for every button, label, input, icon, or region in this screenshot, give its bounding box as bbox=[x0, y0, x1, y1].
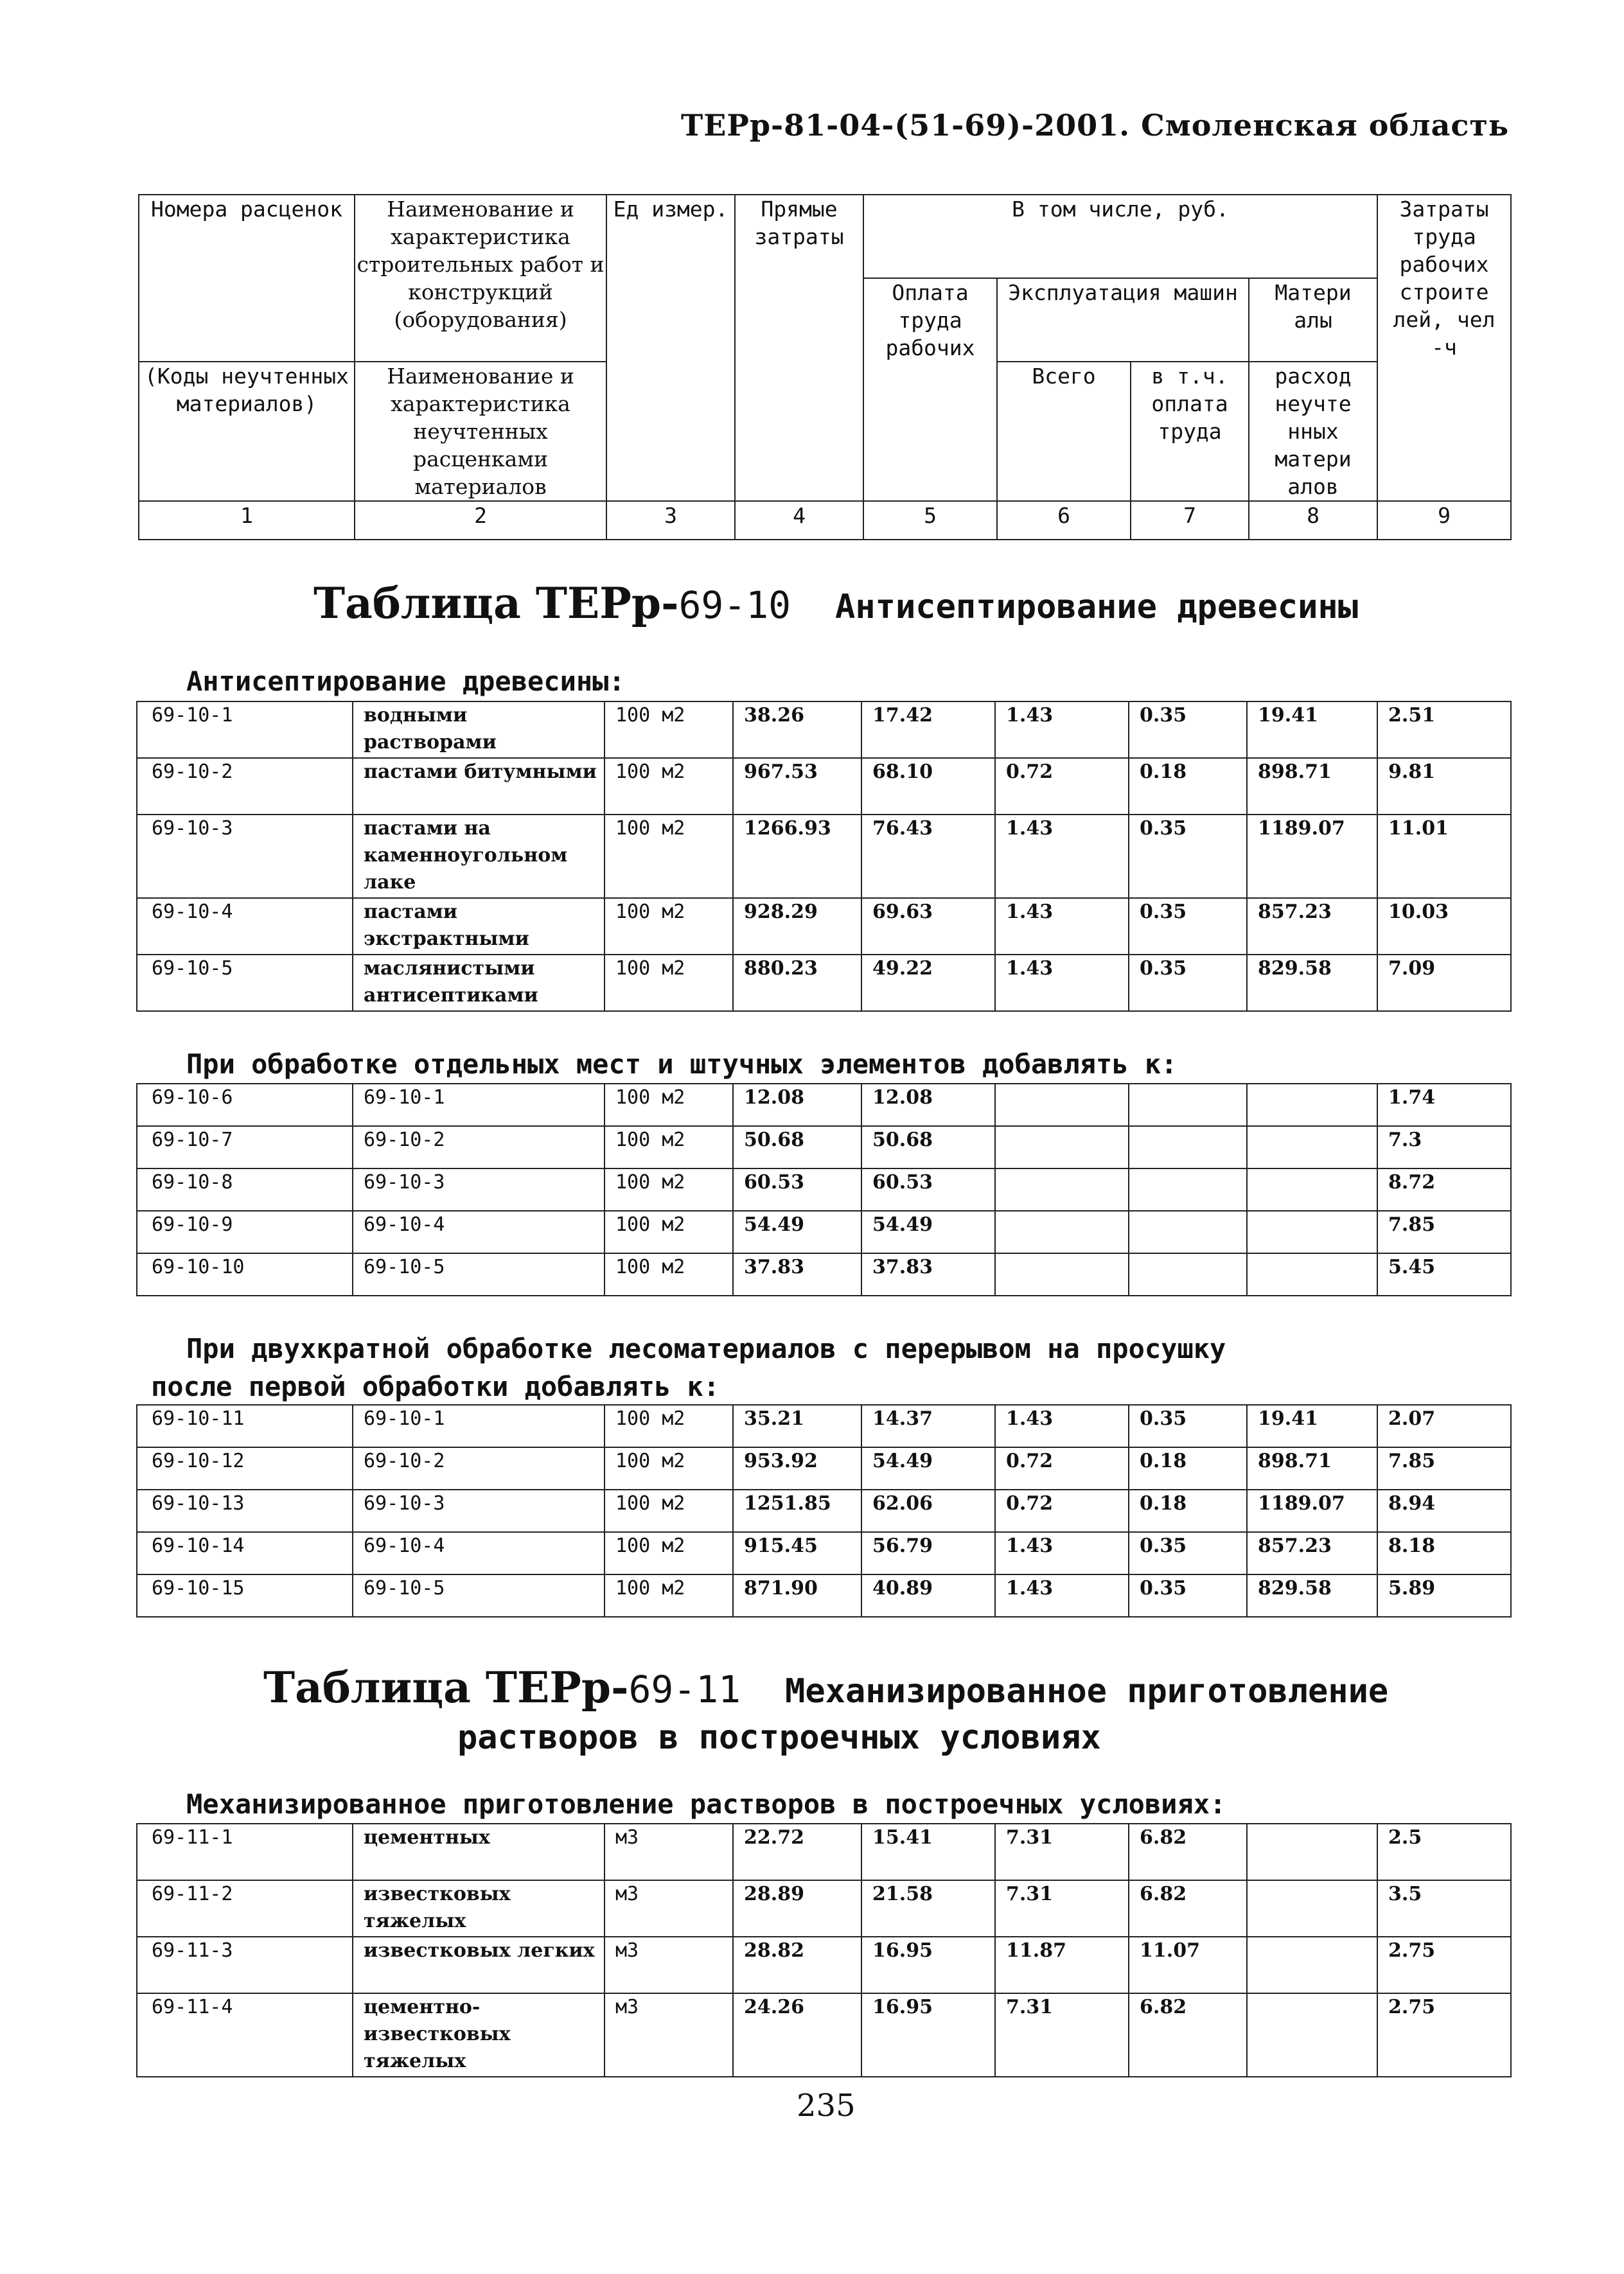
header-direct-costs: Прямые затраты bbox=[735, 195, 863, 501]
cell-work-name: известковых легких bbox=[353, 1937, 605, 1993]
cell-machines-total bbox=[995, 1084, 1129, 1126]
cell-unit: 100 м2 bbox=[605, 1405, 733, 1447]
cell-unit: м3 bbox=[605, 1880, 733, 1937]
cell-materials: 19.41 bbox=[1247, 701, 1377, 758]
running-head: ТЕРр-81-04-(51-69)-2001. Смоленская область bbox=[681, 108, 1510, 143]
cell-labor-costs: 2.51 bbox=[1377, 701, 1511, 758]
cell-wages: 16.95 bbox=[861, 1937, 995, 1993]
cell-machines-wages: 6.82 bbox=[1129, 1993, 1247, 2077]
cell-materials bbox=[1247, 1084, 1377, 1126]
header-materials: Матери алы bbox=[1249, 278, 1377, 362]
cell-unit: 100 м2 bbox=[605, 701, 733, 758]
cell-machines-total: 7.31 bbox=[995, 1880, 1129, 1937]
cell-machines-wages: 0.35 bbox=[1129, 815, 1247, 898]
cell-direct-costs: 54.49 bbox=[733, 1211, 861, 1253]
cell-materials: 829.58 bbox=[1247, 1574, 1377, 1617]
cell-direct-costs: 50.68 bbox=[733, 1126, 861, 1168]
cell-materials: 1189.07 bbox=[1247, 1490, 1377, 1532]
cell-direct-costs: 37.83 bbox=[733, 1253, 861, 1296]
cell-machines-total: 7.31 bbox=[995, 1824, 1129, 1880]
table-row bbox=[137, 815, 1511, 898]
header-number: 6 bbox=[997, 501, 1131, 540]
table-row bbox=[137, 1211, 1511, 1253]
cell-rate-code: 69-11-4 bbox=[137, 1993, 353, 2077]
cell-machines-total: 1.43 bbox=[995, 815, 1129, 898]
cell-direct-costs: 28.89 bbox=[733, 1880, 861, 1937]
table-row bbox=[137, 955, 1511, 1011]
cell-unit: 100 м2 bbox=[605, 1168, 733, 1211]
cell-work-name: маслянистыми антисептиками bbox=[353, 955, 605, 1011]
cell-direct-costs: 967.53 bbox=[733, 758, 861, 815]
cell-unit: 100 м2 bbox=[605, 1126, 733, 1168]
cell-machines-total: 0.72 bbox=[995, 1490, 1129, 1532]
cell-direct-costs: 35.21 bbox=[733, 1405, 861, 1447]
cell-materials: 19.41 bbox=[1247, 1405, 1377, 1447]
cell-labor-costs: 7.85 bbox=[1377, 1211, 1511, 1253]
table-row bbox=[137, 1574, 1511, 1617]
cell-rate-code: 69-10-8 bbox=[137, 1168, 353, 1211]
cell-machines-wages: 6.82 bbox=[1129, 1880, 1247, 1937]
table-10-title bbox=[313, 578, 1358, 628]
table-10-title-code: 69-10 bbox=[678, 583, 791, 627]
cell-materials bbox=[1247, 1937, 1377, 1993]
cell-wages: 40.89 bbox=[861, 1574, 995, 1617]
cell-machines-wages bbox=[1129, 1084, 1247, 1126]
table-11-title-prefix: Таблица ТЕРр- bbox=[263, 1662, 629, 1713]
cell-work-name: 69-10-3 bbox=[353, 1168, 605, 1211]
table-row bbox=[137, 1447, 1511, 1490]
table-row bbox=[137, 1880, 1511, 1937]
cell-materials bbox=[1247, 1126, 1377, 1168]
cell-wages: 60.53 bbox=[861, 1168, 995, 1211]
cell-materials: 857.23 bbox=[1247, 1532, 1377, 1574]
cell-wages: 37.83 bbox=[861, 1253, 995, 1296]
cell-machines-total: 1.43 bbox=[995, 1405, 1129, 1447]
cell-work-name: пастами экстрактными bbox=[353, 898, 605, 955]
table-11-title-text-2: растворов в построечных условиях bbox=[457, 1718, 1101, 1757]
cell-machines-total: 1.43 bbox=[995, 955, 1129, 1011]
cell-materials bbox=[1247, 1253, 1377, 1296]
cell-work-name: 69-10-3 bbox=[353, 1490, 605, 1532]
header-material-codes: (Коды неучтенных материалов) bbox=[139, 362, 355, 501]
header-unit: Ед измер. bbox=[606, 195, 735, 501]
table-row bbox=[137, 898, 1511, 955]
cell-materials: 1189.07 bbox=[1247, 815, 1377, 898]
cell-rate-code: 69-10-11 bbox=[137, 1405, 353, 1447]
header-number: 7 bbox=[1131, 501, 1249, 540]
cell-unit: 100 м2 bbox=[605, 1211, 733, 1253]
cell-rate-code: 69-10-4 bbox=[137, 898, 353, 955]
table-11-title-text-1: Механизированное приготовление bbox=[785, 1672, 1389, 1711]
cell-rate-code: 69-10-10 bbox=[137, 1253, 353, 1296]
cell-materials bbox=[1247, 1168, 1377, 1211]
cell-rate-code: 69-11-3 bbox=[137, 1937, 353, 1993]
cell-machines-wages: 6.82 bbox=[1129, 1824, 1247, 1880]
cell-unit: 100 м2 bbox=[605, 1447, 733, 1490]
cell-wages: 62.06 bbox=[861, 1490, 995, 1532]
cell-labor-costs: 7.3 bbox=[1377, 1126, 1511, 1168]
cell-work-name: 69-10-5 bbox=[353, 1574, 605, 1617]
cell-labor-costs: 2.5 bbox=[1377, 1824, 1511, 1880]
cell-machines-wages: 0.18 bbox=[1129, 1447, 1247, 1490]
cell-machines-wages bbox=[1129, 1168, 1247, 1211]
header-unaccounted-materials: расход неучте нных матери алов bbox=[1249, 362, 1377, 501]
cell-machines-wages: 0.35 bbox=[1129, 1405, 1247, 1447]
cell-materials bbox=[1247, 1880, 1377, 1937]
cell-work-name: пастами на каменноугольном лаке bbox=[353, 815, 605, 898]
column-header-table bbox=[138, 194, 1512, 540]
cell-labor-costs: 2.75 bbox=[1377, 1937, 1511, 1993]
cell-work-name: 69-10-2 bbox=[353, 1447, 605, 1490]
table-10-section-2 bbox=[136, 1083, 1512, 1296]
header-rate-numbers: Номера расценок bbox=[139, 195, 355, 362]
table-row bbox=[137, 1490, 1511, 1532]
table-10-title-text: Антисептирование древесины bbox=[835, 588, 1359, 626]
section-label: При двухкратной обработке лесоматериалов с перерывом на просушку bbox=[186, 1333, 1226, 1364]
cell-materials: 829.58 bbox=[1247, 955, 1377, 1011]
header-number: 5 bbox=[863, 501, 997, 540]
cell-wages: 15.41 bbox=[861, 1824, 995, 1880]
cell-direct-costs: 928.29 bbox=[733, 898, 861, 955]
header-number: 2 bbox=[355, 501, 606, 540]
cell-work-name: 69-10-4 bbox=[353, 1532, 605, 1574]
cell-machines-wages: 0.18 bbox=[1129, 758, 1247, 815]
cell-unit: 100 м2 bbox=[605, 815, 733, 898]
cell-wages: 14.37 bbox=[861, 1405, 995, 1447]
cell-labor-costs: 3.5 bbox=[1377, 1880, 1511, 1937]
cell-wages: 49.22 bbox=[861, 955, 995, 1011]
cell-rate-code: 69-10-1 bbox=[137, 701, 353, 758]
cell-labor-costs: 8.72 bbox=[1377, 1168, 1511, 1211]
cell-wages: 54.49 bbox=[861, 1211, 995, 1253]
cell-unit: 100 м2 bbox=[605, 1574, 733, 1617]
cell-machines-wages bbox=[1129, 1253, 1247, 1296]
cell-wages: 56.79 bbox=[861, 1532, 995, 1574]
table-10-section-3 bbox=[136, 1404, 1512, 1617]
section-label: после первой обработки добавлять к: bbox=[151, 1371, 720, 1402]
header-number: 4 bbox=[735, 501, 863, 540]
cell-direct-costs: 871.90 bbox=[733, 1574, 861, 1617]
cell-machines-total: 1.43 bbox=[995, 898, 1129, 955]
cell-work-name: 69-10-1 bbox=[353, 1405, 605, 1447]
cell-wages: 12.08 bbox=[861, 1084, 995, 1126]
section-label: При обработке отдельных мест и штучных элементов добавлять к: bbox=[186, 1048, 1178, 1080]
cell-machines-wages: 0.35 bbox=[1129, 898, 1247, 955]
header-machines-wages: в т.ч. оплата труда bbox=[1131, 362, 1249, 501]
cell-wages: 50.68 bbox=[861, 1126, 995, 1168]
cell-wages: 68.10 bbox=[861, 758, 995, 815]
header-work-name: Наименование и характеристика строительных работ и конструкций (оборудования) bbox=[355, 195, 606, 362]
header-machines-total: Всего bbox=[997, 362, 1131, 501]
cell-wages: 69.63 bbox=[861, 898, 995, 955]
table-11-section-1 bbox=[136, 1823, 1512, 2077]
cell-rate-code: 69-10-3 bbox=[137, 815, 353, 898]
cell-materials bbox=[1247, 1993, 1377, 2077]
header-number-row bbox=[139, 501, 1511, 540]
cell-machines-wages bbox=[1129, 1211, 1247, 1253]
cell-rate-code: 69-10-9 bbox=[137, 1211, 353, 1253]
header-number: 8 bbox=[1249, 501, 1377, 540]
header-number: 3 bbox=[606, 501, 735, 540]
header-wages: Оплата труда рабочих bbox=[863, 278, 997, 501]
cell-direct-costs: 38.26 bbox=[733, 701, 861, 758]
cell-rate-code: 69-10-2 bbox=[137, 758, 353, 815]
page-number: 235 bbox=[797, 2088, 856, 2124]
cell-materials: 898.71 bbox=[1247, 758, 1377, 815]
header-labor-costs: Затраты труда рабочих строите лей, чел -ч bbox=[1377, 195, 1511, 501]
cell-unit: 100 м2 bbox=[605, 1084, 733, 1126]
cell-work-name: известковых тяжелых bbox=[353, 1880, 605, 1937]
table-row bbox=[137, 1937, 1511, 1993]
cell-labor-costs: 8.94 bbox=[1377, 1490, 1511, 1532]
cell-labor-costs: 5.89 bbox=[1377, 1574, 1511, 1617]
cell-direct-costs: 28.82 bbox=[733, 1937, 861, 1993]
table-row bbox=[137, 1405, 1511, 1447]
cell-machines-total bbox=[995, 1168, 1129, 1211]
cell-work-name: 69-10-5 bbox=[353, 1253, 605, 1296]
cell-materials bbox=[1247, 1824, 1377, 1880]
cell-machines-wages: 0.18 bbox=[1129, 1490, 1247, 1532]
table-11-title-code: 69-11 bbox=[628, 1668, 741, 1711]
cell-rate-code: 69-11-2 bbox=[137, 1880, 353, 1937]
cell-labor-costs: 8.18 bbox=[1377, 1532, 1511, 1574]
cell-unit: 100 м2 bbox=[605, 1253, 733, 1296]
cell-direct-costs: 60.53 bbox=[733, 1168, 861, 1211]
table-row bbox=[137, 1168, 1511, 1211]
cell-work-name: цементных bbox=[353, 1824, 605, 1880]
cell-labor-costs: 7.85 bbox=[1377, 1447, 1511, 1490]
cell-work-name: пастами битумными bbox=[353, 758, 605, 815]
cell-unit: м3 bbox=[605, 1824, 733, 1880]
cell-machines-total bbox=[995, 1211, 1129, 1253]
cell-direct-costs: 22.72 bbox=[733, 1824, 861, 1880]
cell-machines-total bbox=[995, 1126, 1129, 1168]
cell-machines-total: 0.72 bbox=[995, 1447, 1129, 1490]
cell-unit: м3 bbox=[605, 1937, 733, 1993]
table-10-title-prefix: Таблица ТЕРр- bbox=[313, 578, 679, 628]
cell-work-name: водными растворами bbox=[353, 701, 605, 758]
cell-work-name: 69-10-1 bbox=[353, 1084, 605, 1126]
cell-materials: 898.71 bbox=[1247, 1447, 1377, 1490]
cell-machines-wages: 0.35 bbox=[1129, 1574, 1247, 1617]
cell-machines-total: 1.43 bbox=[995, 1574, 1129, 1617]
cell-direct-costs: 915.45 bbox=[733, 1532, 861, 1574]
table-11-title bbox=[263, 1662, 1388, 1713]
cell-unit: 100 м2 bbox=[605, 898, 733, 955]
section-label: Механизированное приготовление растворов в построечных условиях: bbox=[186, 1788, 1226, 1820]
cell-unit: м3 bbox=[605, 1993, 733, 2077]
cell-machines-total: 11.87 bbox=[995, 1937, 1129, 1993]
table-row bbox=[137, 1253, 1511, 1296]
cell-machines-wages: 0.35 bbox=[1129, 1532, 1247, 1574]
cell-machines-wages: 0.35 bbox=[1129, 955, 1247, 1011]
table-row bbox=[137, 758, 1511, 815]
cell-unit: 100 м2 bbox=[605, 1490, 733, 1532]
table-row bbox=[137, 1084, 1511, 1126]
cell-labor-costs: 2.07 bbox=[1377, 1405, 1511, 1447]
cell-rate-code: 69-10-6 bbox=[137, 1084, 353, 1126]
header-number: 9 bbox=[1377, 501, 1511, 540]
cell-labor-costs: 2.75 bbox=[1377, 1993, 1511, 2077]
table-row bbox=[137, 1824, 1511, 1880]
cell-direct-costs: 1251.85 bbox=[733, 1490, 861, 1532]
cell-unit: 100 м2 bbox=[605, 1532, 733, 1574]
cell-direct-costs: 24.26 bbox=[733, 1993, 861, 2077]
cell-materials: 857.23 bbox=[1247, 898, 1377, 955]
cell-rate-code: 69-10-5 bbox=[137, 955, 353, 1011]
cell-direct-costs: 880.23 bbox=[733, 955, 861, 1011]
cell-wages: 16.95 bbox=[861, 1993, 995, 2077]
cell-work-name: 69-10-2 bbox=[353, 1126, 605, 1168]
cell-machines-total: 1.43 bbox=[995, 1532, 1129, 1574]
cell-machines-wages bbox=[1129, 1126, 1247, 1168]
cell-rate-code: 69-11-1 bbox=[137, 1824, 353, 1880]
cell-machines-total: 7.31 bbox=[995, 1993, 1129, 2077]
cell-rate-code: 69-10-13 bbox=[137, 1490, 353, 1532]
cell-machines-total: 0.72 bbox=[995, 758, 1129, 815]
cell-labor-costs: 5.45 bbox=[1377, 1253, 1511, 1296]
header-including: В том числе, руб. bbox=[863, 195, 1377, 278]
cell-wages: 54.49 bbox=[861, 1447, 995, 1490]
header-machine-operation: Эксплуатация машин bbox=[997, 278, 1249, 362]
cell-rate-code: 69-10-15 bbox=[137, 1574, 353, 1617]
cell-machines-wages: 0.35 bbox=[1129, 701, 1247, 758]
cell-labor-costs: 10.03 bbox=[1377, 898, 1511, 955]
table-row bbox=[137, 1126, 1511, 1168]
cell-materials bbox=[1247, 1211, 1377, 1253]
cell-rate-code: 69-10-14 bbox=[137, 1532, 353, 1574]
table-11-title-line-2 bbox=[457, 1709, 1101, 1759]
cell-direct-costs: 953.92 bbox=[733, 1447, 861, 1490]
cell-direct-costs: 1266.93 bbox=[733, 815, 861, 898]
cell-labor-costs: 11.01 bbox=[1377, 815, 1511, 898]
cell-rate-code: 69-10-12 bbox=[137, 1447, 353, 1490]
cell-machines-total bbox=[995, 1253, 1129, 1296]
cell-unit: 100 м2 bbox=[605, 955, 733, 1011]
cell-direct-costs: 12.08 bbox=[733, 1084, 861, 1126]
table-row bbox=[137, 701, 1511, 758]
cell-work-name: 69-10-4 bbox=[353, 1211, 605, 1253]
cell-wages: 21.58 bbox=[861, 1880, 995, 1937]
cell-wages: 76.43 bbox=[861, 815, 995, 898]
table-10-section-1 bbox=[136, 701, 1512, 1012]
cell-unit: 100 м2 bbox=[605, 758, 733, 815]
cell-work-name: цементно-известковых тяжелых bbox=[353, 1993, 605, 2077]
header-number: 1 bbox=[139, 501, 355, 540]
cell-labor-costs: 7.09 bbox=[1377, 955, 1511, 1011]
table-row bbox=[137, 1993, 1511, 2077]
header-material-name: Наименование и характеристика неучтенных расценками материалов bbox=[355, 362, 606, 501]
section-label: Антисептирование древесины: bbox=[186, 665, 625, 697]
cell-rate-code: 69-10-7 bbox=[137, 1126, 353, 1168]
cell-wages: 17.42 bbox=[861, 701, 995, 758]
cell-machines-total: 1.43 bbox=[995, 701, 1129, 758]
table-row bbox=[137, 1532, 1511, 1574]
cell-labor-costs: 1.74 bbox=[1377, 1084, 1511, 1126]
cell-labor-costs: 9.81 bbox=[1377, 758, 1511, 815]
cell-machines-wages: 11.07 bbox=[1129, 1937, 1247, 1993]
